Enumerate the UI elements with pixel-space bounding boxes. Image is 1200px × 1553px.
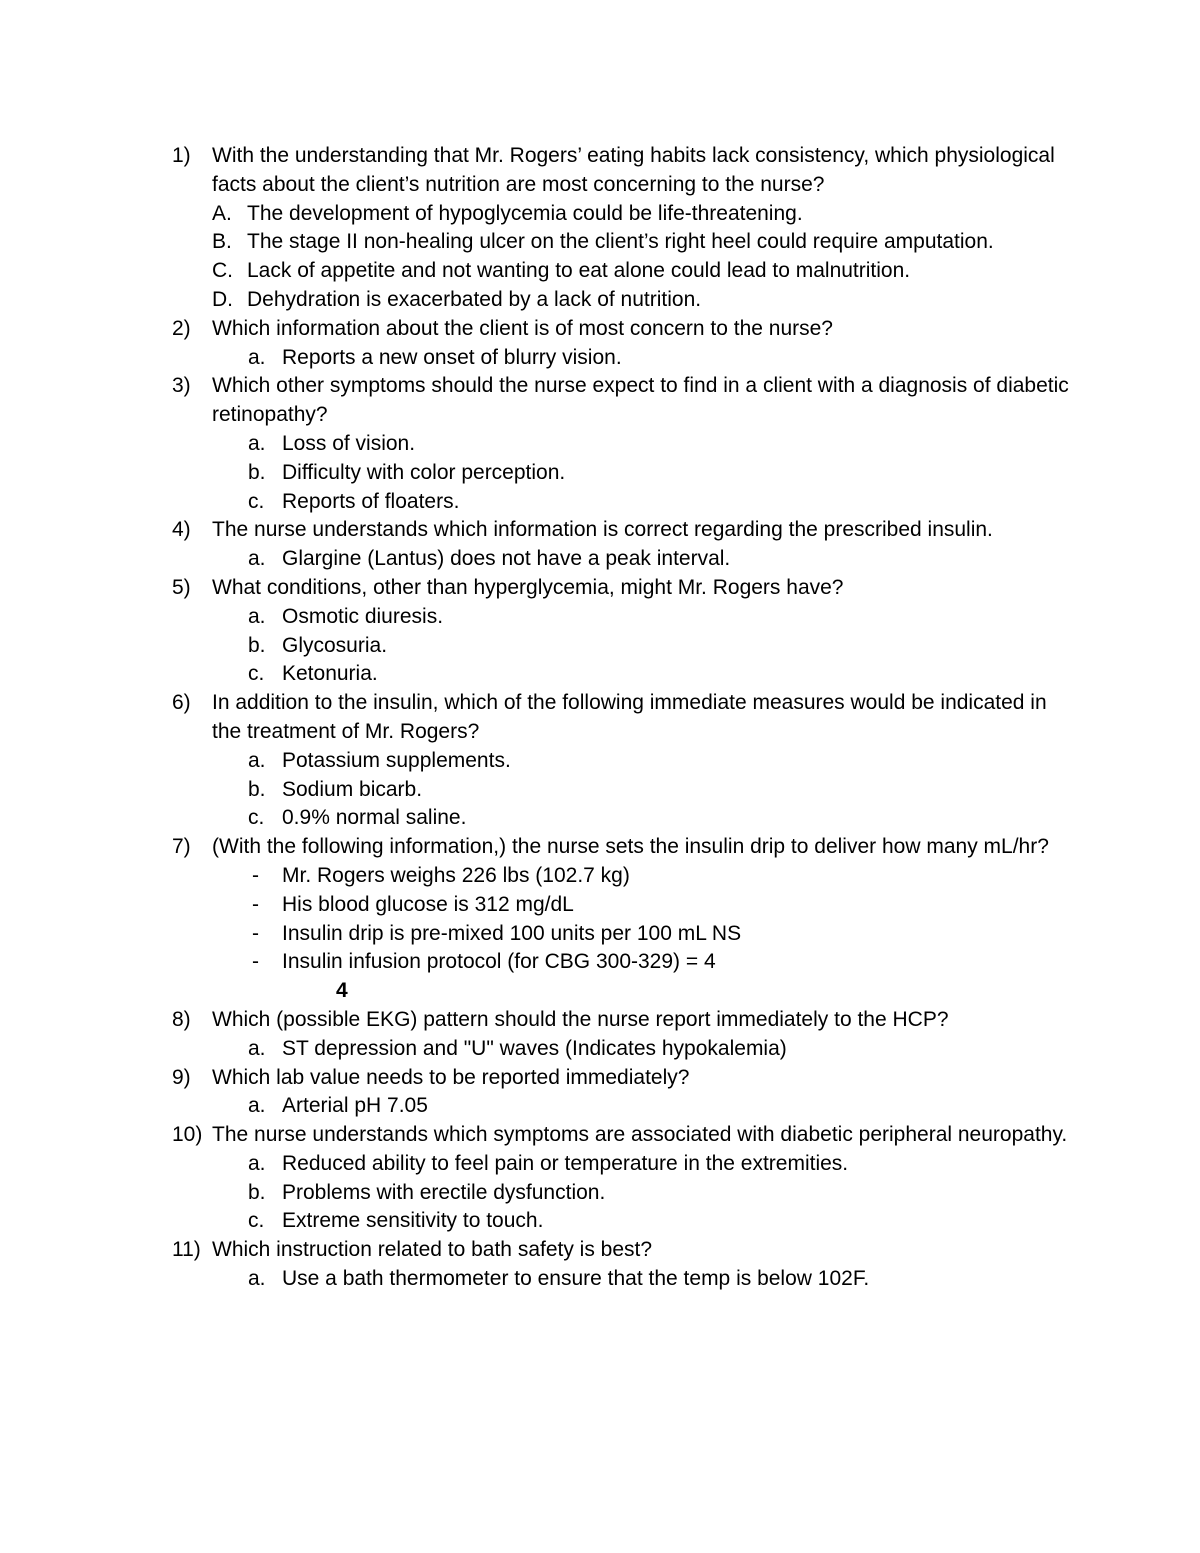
question-1 [172, 142, 1072, 200]
option-text: Arterial pH 7.05 [282, 1094, 428, 1118]
bullet-dash: - [252, 863, 259, 887]
option-item [172, 747, 1072, 776]
option-label: C. [212, 259, 233, 283]
bullet-text: Insulin infusion protocol (for CBG 300-329) = 4 [282, 950, 716, 974]
question-text: With the understanding that Mr. Rogers’ eating habits lack consistency, which physiological facts about the client’s nutrition are most concerning to the nurse? [212, 144, 1055, 196]
bullet-dash: - [252, 892, 259, 916]
question-8 [172, 1006, 1072, 1035]
option-text: Ketonuria. [282, 662, 378, 686]
option-text: Glycosuria. [282, 633, 388, 657]
option-item [172, 286, 1072, 315]
option-text: Reports of floaters. [282, 489, 460, 513]
question-number: 10) [172, 1123, 203, 1147]
option-item [172, 1179, 1072, 1208]
question-text: (With the following information,) the nurse sets the insulin drip to deliver how many mL/hr? [212, 835, 1049, 859]
question-text: Which (possible EKG) pattern should the nurse report immediately to the HCP? [212, 1007, 949, 1031]
option-text: Dehydration is exacerbated by a lack of nutrition. [247, 287, 702, 311]
option-item [172, 632, 1072, 661]
bullet-item [172, 920, 1072, 949]
option-item [172, 200, 1072, 229]
option-text: Sodium bicarb. [282, 777, 423, 801]
question-text: Which lab value needs to be reported immediately? [212, 1065, 690, 1089]
option-text: Extreme sensitivity to touch. [282, 1209, 544, 1233]
option-item [172, 459, 1072, 488]
option-item [172, 660, 1072, 689]
option-label: A. [212, 201, 232, 225]
option-text: Osmotic diuresis. [282, 604, 444, 628]
option-text: The stage II non-healing ulcer on the client’s right heel could require amputation. [247, 230, 994, 254]
option-text: The development of hypoglycemia could be life-threatening. [247, 201, 803, 225]
option-label: a. [248, 345, 266, 369]
option-text: Reduced ability to feel pain or temperature in the extremities. [282, 1151, 849, 1175]
question-11 [172, 1236, 1072, 1265]
option-text: Glargine (Lantus) does not have a peak interval. [282, 547, 731, 571]
question-6 [172, 689, 1072, 747]
option-text: Reports a new onset of blurry vision. [282, 345, 622, 369]
question-number: 4) [172, 518, 191, 542]
question-10 [172, 1121, 1072, 1150]
question-7 [172, 833, 1072, 862]
option-item [172, 545, 1072, 574]
bullet-text: Insulin drip is pre-mixed 100 units per 100 mL NS [282, 921, 742, 945]
answer-value: 4 [336, 979, 348, 1003]
option-text: Use a bath thermometer to ensure that the temp is below 102F. [282, 1267, 870, 1291]
question-number: 5) [172, 575, 191, 599]
option-item [172, 1092, 1072, 1121]
question-5 [172, 574, 1072, 603]
question-text: The nurse understands which symptoms are associated with diabetic peripheral neuropathy. [212, 1123, 1068, 1147]
option-label: b. [248, 777, 266, 801]
option-label: a. [248, 431, 266, 455]
option-label: a. [248, 1036, 266, 1060]
option-item [172, 344, 1072, 373]
question-text: The nurse understands which information is correct regarding the prescribed insulin. [212, 518, 993, 542]
option-item [172, 1150, 1072, 1179]
option-label: a. [248, 1267, 266, 1291]
question-number: 9) [172, 1065, 191, 1089]
option-label: D. [212, 287, 233, 311]
option-text: Potassium supplements. [282, 748, 511, 772]
option-text: ST depression and "U" waves (Indicates hypokalemia) [282, 1036, 787, 1060]
option-label: b. [248, 1180, 266, 1204]
question-4 [172, 516, 1072, 545]
option-label: b. [248, 633, 266, 657]
question-text: Which information about the client is of most concern to the nurse? [212, 316, 833, 340]
option-text: Problems with erectile dysfunction. [282, 1180, 606, 1204]
option-item [172, 430, 1072, 459]
question-text: In addition to the insulin, which of the following immediate measures would be indicated in the treatment of Mr. Rogers? [212, 691, 1047, 743]
bullet-dash: - [252, 921, 259, 945]
question-number: 7) [172, 835, 191, 859]
option-label: a. [248, 748, 266, 772]
option-item [172, 488, 1072, 517]
bullet-item [172, 891, 1072, 920]
bullet-text: Mr. Rogers weighs 226 lbs (102.7 kg) [282, 863, 630, 887]
option-label: a. [248, 604, 266, 628]
option-item [172, 1035, 1072, 1064]
question-list [172, 142, 1072, 1294]
question-2 [172, 315, 1072, 344]
question-number: 2) [172, 316, 191, 340]
option-label: c. [248, 489, 265, 513]
option-label: a. [248, 1151, 266, 1175]
option-label: b. [248, 460, 266, 484]
bullet-dash: - [252, 950, 259, 974]
question-text: Which instruction related to bath safety is best? [212, 1238, 653, 1262]
question-number: 1) [172, 144, 191, 167]
option-label: c. [248, 662, 265, 686]
option-text: Loss of vision. [282, 431, 416, 455]
question-text: Which other symptoms should the nurse expect to find in a client with a diagnosis of diabetic retinopathy? [212, 374, 1069, 427]
option-item [172, 228, 1072, 257]
option-item [172, 804, 1072, 833]
option-text: Lack of appetite and not wanting to eat alone could lead to malnutrition. [247, 259, 911, 283]
bullet-item [172, 862, 1072, 891]
option-label: c. [248, 1209, 265, 1233]
option-item [172, 1207, 1072, 1236]
option-item [172, 257, 1072, 286]
bullet-text: His blood glucose is 312 mg/dL [282, 892, 574, 916]
question-text: What conditions, other than hyperglycemia, might Mr. Rogers have? [212, 575, 844, 599]
option-label: c. [248, 806, 265, 830]
option-item [172, 603, 1072, 632]
option-item [172, 776, 1072, 805]
question-number: 11) [172, 1238, 201, 1262]
option-label: B. [212, 230, 232, 254]
option-text: Difficulty with color perception. [282, 460, 566, 484]
option-text: 0.9% normal saline. [282, 806, 467, 830]
question-9 [172, 1064, 1072, 1093]
option-label: a. [248, 547, 266, 571]
bullet-item [172, 948, 1072, 977]
question-number: 3) [172, 374, 191, 398]
option-label: a. [248, 1094, 266, 1118]
option-item [172, 1265, 1072, 1294]
question-number: 6) [172, 691, 191, 715]
question-3 [172, 372, 1072, 430]
question-number: 8) [172, 1007, 191, 1031]
